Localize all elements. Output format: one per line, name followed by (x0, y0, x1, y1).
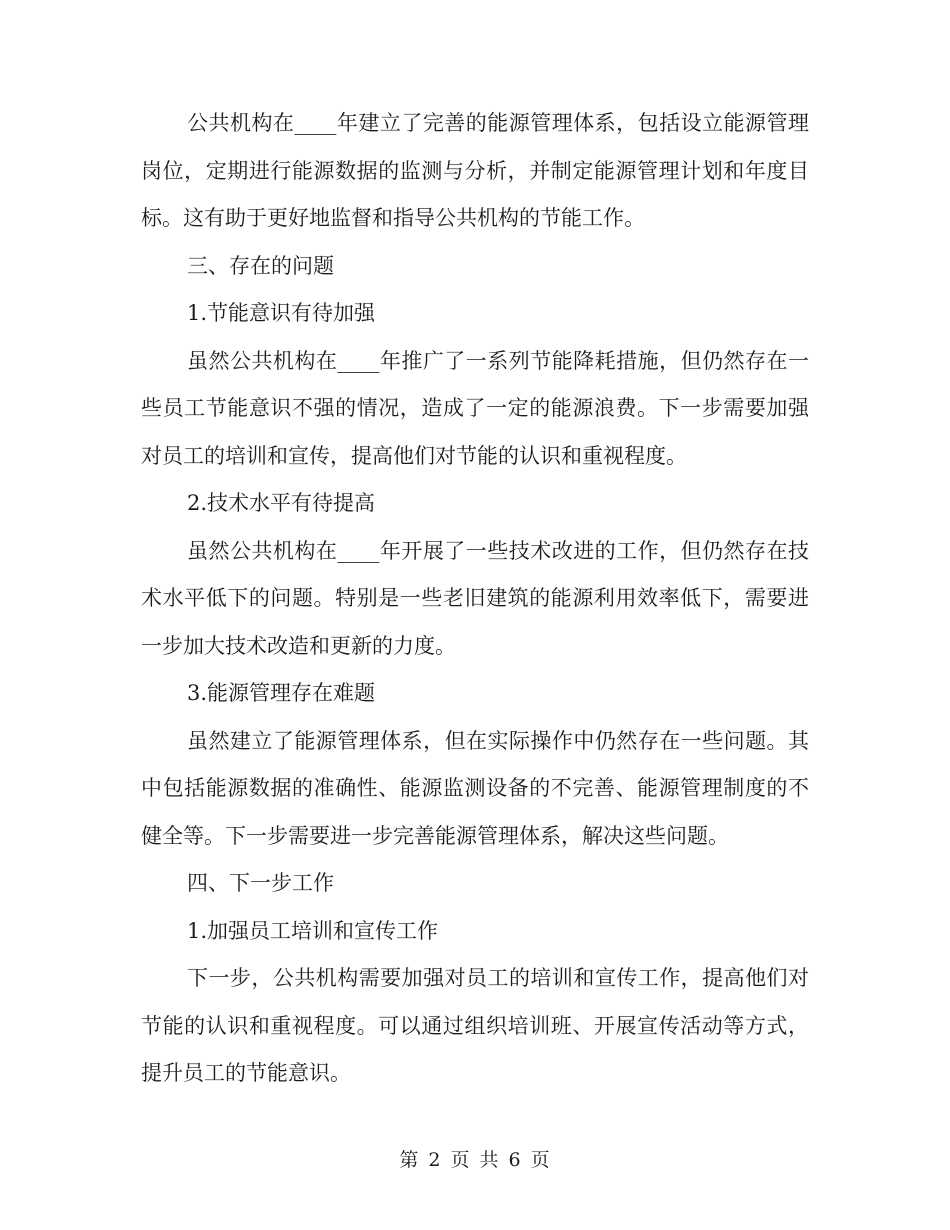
subheading-staff-training: 1.加强员工培训和宣传工作 (187, 918, 439, 943)
subheading-technical-level: 2.技术水平有待提高 (187, 491, 376, 515)
paragraph-energy-management-difficulties: 虽然建立了能源管理体系，但在实际操作中仍然存在一些问题。其中包括能源数据的准确性、能源监测设备的不完善、能源管理制度的不健全等。下一步需要进一步完善能源管理体系，解决这些问题。 (141, 728, 809, 848)
subheading-energy-management-difficulties: 3.能源管理存在难题 (187, 681, 376, 705)
page-number-footer: 第 2 页 共 6 页 (399, 1149, 551, 1171)
paragraph-energy-management-system: 公共机构在____年建立了完善的能源管理体系，包括设立能源管理岗位，定期进行能源数据的监测与分析，并制定能源管理计划和年度目标。这有助于更好地监督和指导公共机构的节能工作。 (141, 111, 809, 230)
paragraph-staff-training: 下一步，公共机构需要加强对员工的培训和宣传工作，提高他们对节能的认识和重视程度。可以通过组织培训班、开展宣传活动等方式，提升员工的节能意识。 (141, 966, 809, 1085)
paragraph-technical-level: 虽然公共机构在____年开展了一些技术改进的工作，但仍然存在技术水平低下的问题。特别是一些老旧建筑的能源利用效率低下，需要进一步加大技术改造和更新的力度。 (141, 538, 809, 658)
section-heading-existing-problems: 三、存在的问题 (187, 253, 334, 278)
section-heading-next-steps: 四、下一步工作 (187, 871, 334, 895)
paragraph-energy-awareness: 虽然公共机构在____年推广了一系列节能降耗措施，但仍然存在一些员工节能意识不强的情况，造成了一定的能源浪费。下一步需要加强对员工的培训和宣传，提高他们对节能的认识和重视程度。 (141, 348, 809, 468)
subheading-energy-awareness: 1.节能意识有待加强 (187, 301, 376, 325)
document-body (141, 100, 809, 1098)
